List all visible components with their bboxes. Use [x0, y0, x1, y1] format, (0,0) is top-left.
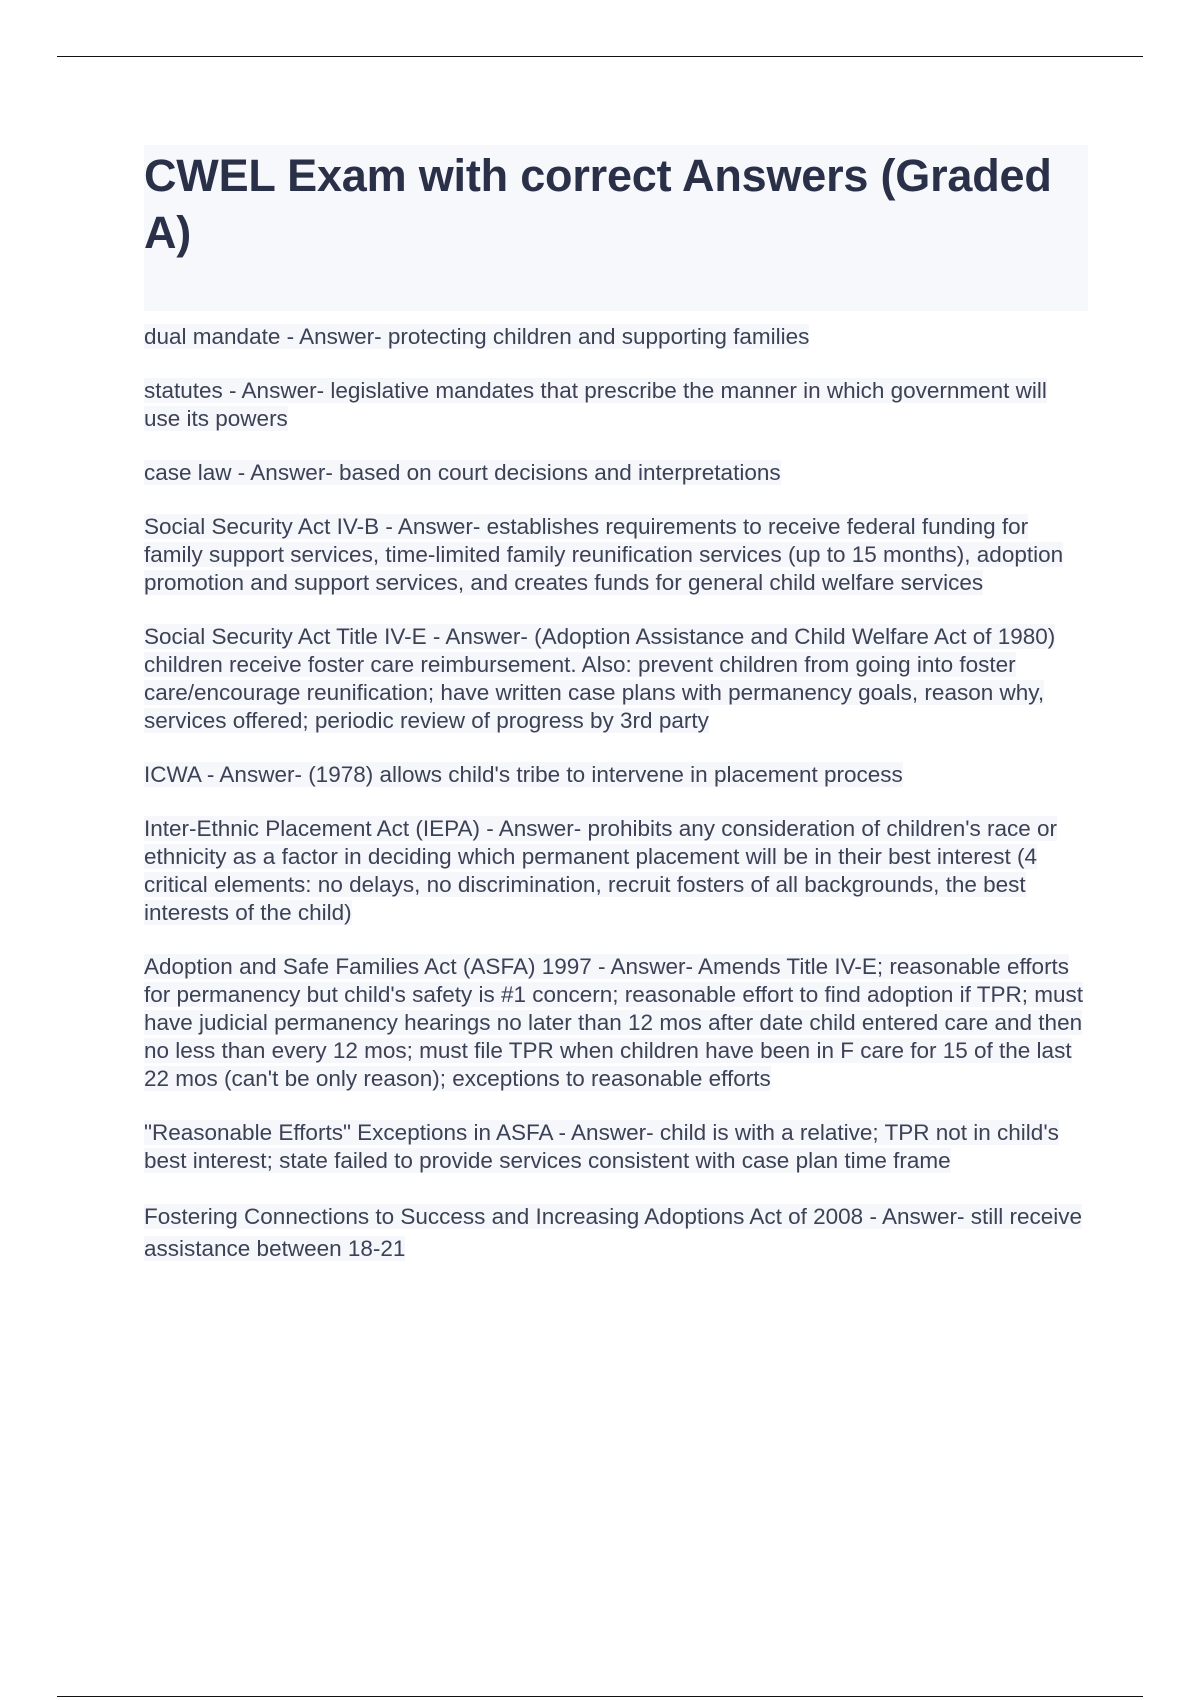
- qa-text: ICWA - Answer- (1978) allows child's tribe to intervene in placement process: [144, 762, 903, 787]
- footer-rule: [57, 1696, 1143, 1697]
- qa-item: [144, 623, 1088, 735]
- header-rule: [57, 56, 1143, 57]
- document-title: CWEL Exam with correct Answers (Graded A): [144, 150, 1052, 258]
- qa-item: [144, 513, 1088, 597]
- qa-text: Social Security Act IV-B - Answer- establishes requirements to receive federal funding for family support services, time-limited family reunification services (up to 15 months), adoption promotion and support services, and creates funds for general child welfare services: [144, 514, 1064, 595]
- qa-text: statutes - Answer- legislative mandates that prescribe the manner in which government will use its powers: [144, 378, 1047, 431]
- title-block: [144, 145, 1088, 311]
- qa-item: [144, 815, 1088, 927]
- qa-text: Inter-Ethnic Placement Act (IEPA) - Answer- prohibits any consideration of children's race or ethnicity as a factor in deciding which permanent placement will be in their best interest (4 critical elements: no delays, no discrimination, recruit fosters of all backgrounds, the best interests of the child): [144, 816, 1058, 925]
- qa-item: [144, 1201, 1088, 1265]
- qa-item: [144, 323, 1088, 351]
- qa-item: [144, 953, 1088, 1093]
- qa-item: [144, 459, 1088, 487]
- document-content: [144, 145, 1088, 1265]
- qa-item: [144, 761, 1088, 789]
- qa-item: [144, 377, 1088, 433]
- qa-text: "Reasonable Efforts" Exceptions in ASFA - Answer- child is with a relative; TPR not in child's best interest; state failed to provide services consistent with case plan time frame: [144, 1120, 1059, 1173]
- qa-item: [144, 1119, 1088, 1175]
- qa-text: Adoption and Safe Families Act (ASFA) 1997 - Answer- Amends Title IV-E; reasonable efforts for permanency but child's safety is #1 concern; reasonable effort to find adoption if TPR; must have judicial permanency hearings no later than 12 mos after date child entered care and then no less than every 12 mos; must file TPR when children have been in F care for 15 of the last 22 mos (can't be only reason); exceptions to reasonable efforts: [144, 954, 1083, 1091]
- qa-text: Fostering Connections to Success and Increasing Adoptions Act of 2008 - Answer- still receive assistance between 18-21: [144, 1204, 1083, 1261]
- qa-text: case law - Answer- based on court decisions and interpretations: [144, 460, 781, 485]
- qa-text: dual mandate - Answer- protecting children and supporting families: [144, 324, 810, 349]
- qa-list: [144, 323, 1088, 1265]
- qa-text: Social Security Act Title IV-E - Answer- (Adoption Assistance and Child Welfare Act of 1980) children receive foster care reimbursement. Also: prevent children from going into foster care/encourage reunification; have written case plans with permanency goals, reason why, services offered; periodic review of progress by 3rd party: [144, 624, 1056, 733]
